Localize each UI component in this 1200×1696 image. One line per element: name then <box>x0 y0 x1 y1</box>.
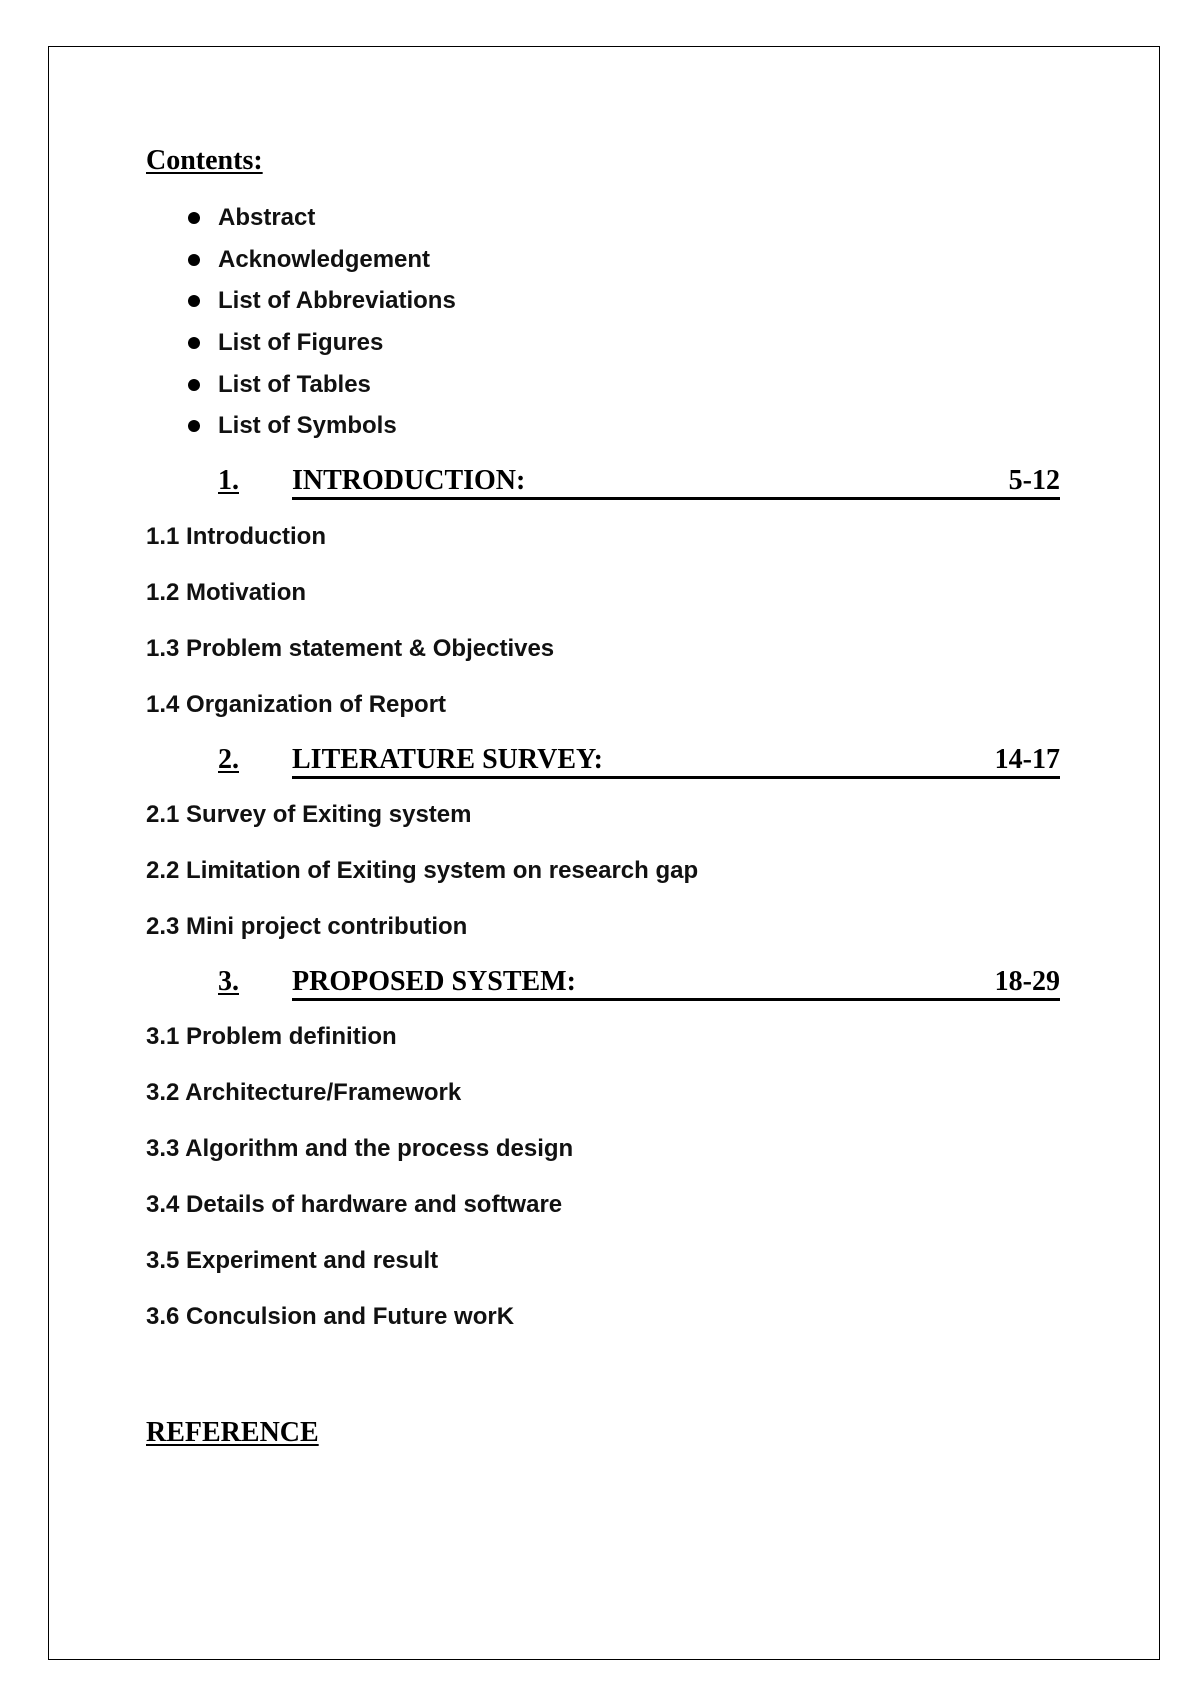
chapter-title: PROPOSED SYSTEM: <box>292 966 576 997</box>
section-item: 1.4 Organization of Report <box>146 691 447 718</box>
list-item <box>218 411 397 441</box>
reference-heading: REFERENCE <box>146 1417 319 1448</box>
chapter-title: LITERATURE SURVEY: <box>292 744 603 775</box>
bullet-icon <box>188 379 200 391</box>
chapter-pages: 14-17 <box>994 744 1060 775</box>
list-item <box>218 328 383 358</box>
section-item: 2.3 Mini project contribution <box>146 913 468 940</box>
section-item: 3.3 Algorithm and the process design <box>146 1135 574 1162</box>
chapter-title: INTRODUCTION: <box>292 465 526 496</box>
bullet-icon <box>188 337 200 349</box>
section-item: 2.2 Limitation of Exiting system on research gap <box>146 857 699 884</box>
chapter-pages: 18-29 <box>994 966 1060 997</box>
chapter-number: 3. <box>218 966 239 997</box>
list-item-label: List of Tables <box>218 371 371 398</box>
section-item: 3.1 Problem definition <box>146 1023 397 1050</box>
bullet-icon <box>188 420 200 432</box>
list-item <box>218 370 371 400</box>
bullet-icon <box>188 212 200 224</box>
list-item <box>218 203 315 233</box>
chapter-underline <box>292 497 1060 500</box>
section-item: 3.5 Experiment and result <box>146 1247 439 1274</box>
chapter-underline <box>292 776 1060 779</box>
chapter-number: 1. <box>218 465 239 496</box>
list-item-label: List of Figures <box>218 329 384 356</box>
chapter-pages: 5-12 <box>1008 465 1060 496</box>
list-item <box>218 286 456 316</box>
list-item <box>218 245 430 275</box>
list-item-label: List of Symbols <box>218 412 397 439</box>
bullet-icon <box>188 295 200 307</box>
chapter-number: 2. <box>218 744 239 775</box>
chapter-underline <box>292 998 1060 1001</box>
chapter-heading-3 <box>0 966 1200 1000</box>
section-item: 2.1 Survey of Exiting system <box>146 801 472 828</box>
section-item: 1.1 Introduction <box>146 523 326 550</box>
section-item: 3.2 Architecture/Framework <box>146 1079 462 1106</box>
chapter-heading-2 <box>0 744 1200 778</box>
list-item-label: List of Abbreviations <box>218 287 456 314</box>
chapter-heading-1 <box>0 465 1200 499</box>
section-item: 3.6 Conculsion and Future worK <box>146 1303 515 1330</box>
list-item-label: Abstract <box>218 204 316 231</box>
bullet-icon <box>188 254 200 266</box>
contents-heading: Contents: <box>146 145 263 176</box>
section-item: 3.4 Details of hardware and software <box>146 1191 563 1218</box>
list-item-label: Acknowledgement <box>218 246 431 273</box>
section-item: 1.3 Problem statement & Objectives <box>146 635 555 662</box>
section-item: 1.2 Motivation <box>146 579 307 606</box>
